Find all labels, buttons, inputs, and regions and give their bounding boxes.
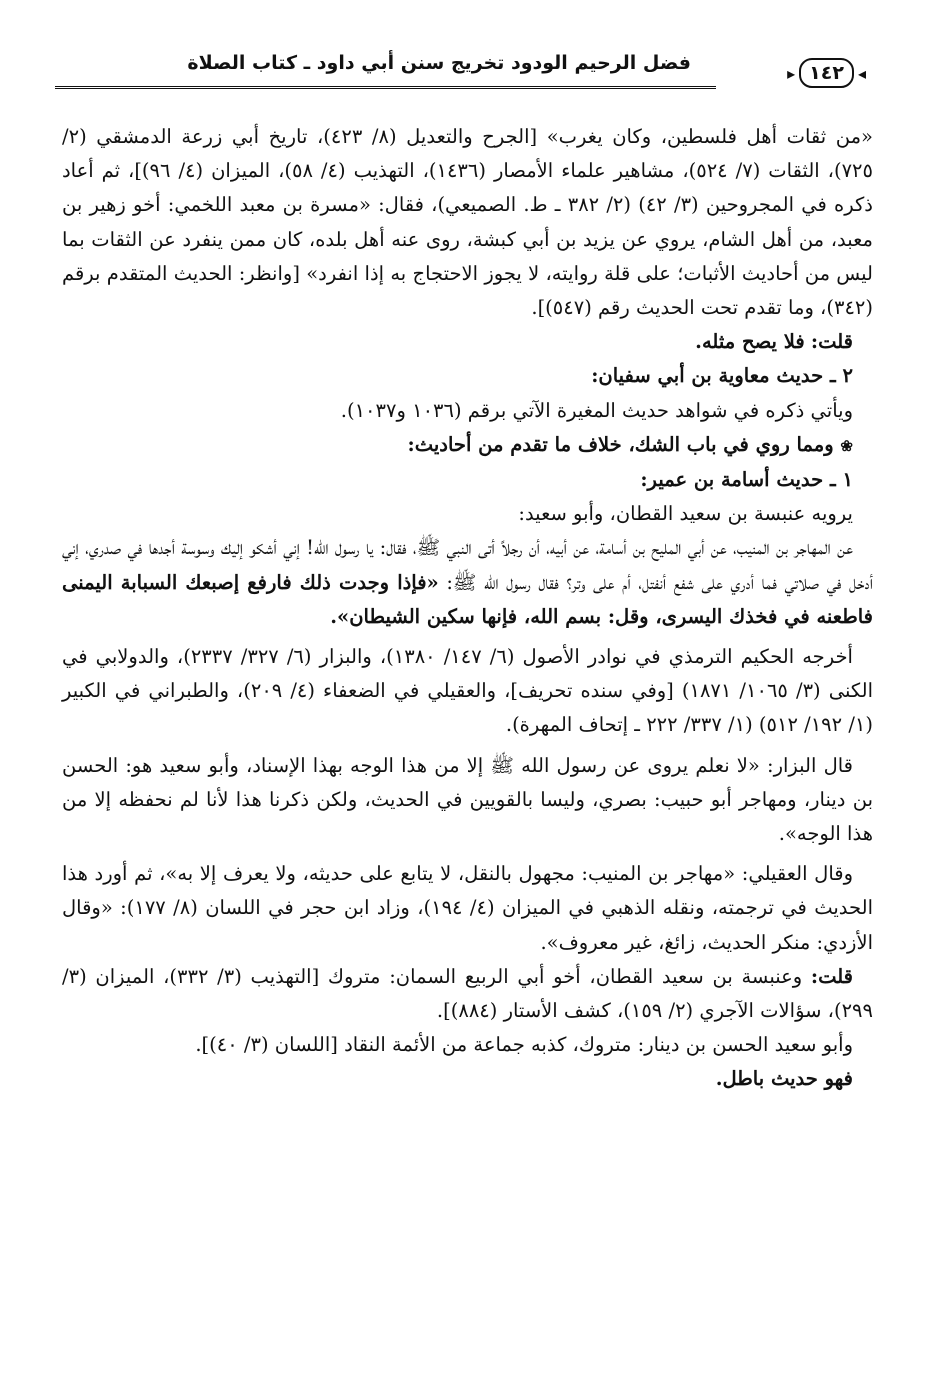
ornament-left-icon: ◂ <box>857 63 866 83</box>
qult-text: وعنبسة بن سعيد القطان، أخو أبي الربيع السمان: متروك [التهذيب (٣/ ٣٣٢)، الميزان (٣/ ٢٩٩)، سؤالات الآجري (٢/ ١٥٩)، كشف الأستار (٨٨٤)]. <box>62 964 873 1023</box>
paragraph-qult-1 <box>62 325 873 359</box>
hadith-matn: «فإذا وجدت ذلك فارفع إصبعك السبابة اليمنى فاطعنه في فخذك اليسرى، وقل: بسم الله، فإنها سكين الشيطان». <box>62 570 873 628</box>
flower-ornament-icon: ❀ <box>840 436 853 455</box>
hadith-narration: عن المهاجر بن المنيب، عن أبي المليح بن أسامة، عن أبيه، أن رجلاً أتى النبي ﷺ، فقال: يا رسول الله! إني أشكو إليك وسوسة أجدها في صدري، إني أدخل في صلاتي فما أدري على شفع أنفتل، أم على وتر؟ فقال رسول الله ﷺ: <box>62 536 873 594</box>
qult-text: فلا يصح مثله. <box>695 330 805 354</box>
paragraph-continuation: «من ثقات أهل فلسطين، وكان يغرب» [الجرح والتعديل (٨/ ٤٢٣)، تاريخ أبي زرعة الدمشقي (٢/ ٧٢٥)، الثقات (٧/ ٥٢٤)، مشاهير علماء الأمصار (١٤٣٦)، التهذيب (٤/ ٥٨)، الميزان (٤/ ٩٦)]، ثم أعاد ذكره في المجروحين (٣/ ٤٢) (٢/ ٣٨٢ ـ ط. الصميعي)، فقال: «مسرة بن معبد اللخمي: أخو زهير بن معبد، من أهل الشام، يروي عن يزيد بن أبي كبشة، روى عنه أهل بلده، كان ممن ينفرد عن الثقات بما ليس من أحاديث الأثبات؛ على قلة روايته، لا يجوز الاحتجاج به إذا انفرد» [وانظر: الحديث المتقدم برقم (٣٤٢)، وما تقدم تحت الحديث رقم (٥٤٧)]. <box>62 125 874 320</box>
paragraph-narrators: يرويه عنبسة بن سعيد القطان، وأبو سعيد: <box>518 502 853 526</box>
running-title: فضل الرحيم الودود تخريج سنن أبي داود ـ كتاب الصلاة <box>187 52 691 74</box>
paragraph-takhrij: أخرجه الحكيم الترمذي في نوادر الأصول (٦/ ١٤٧/ ١٣٨٠)، والبزار (٦/ ٣٢٧/ ٢٣٣٧)، والدولابي في الكنى (٣/ ١٠٦٥/ ١٨٧١) [وفي سنده تحريف]، والعقيلي في الضعفاء (٤/ ٢٠٩)، والطبراني في الكبير (١/ ١٩٢/ ٥١٢) (١/ ٣٣٧/ ٢٢٢ ـ إتحاف المهرة). <box>62 645 873 737</box>
paragraph-bazzar: قال البزار: «لا نعلم يروى عن رسول الله ﷺ إلا من هذا الوجه بهذا الإسناد، وأبو سعيد هو: الحسن بن دينار، ومهاجر أبو حبيب: بصري، وليسا بالقويين في الحديث، ولكن ذكرنا هذا لأنا لم نحفظه إلا من هذا الوجه». <box>62 753 873 846</box>
page-body <box>62 120 873 1097</box>
page-number-badge <box>787 58 866 88</box>
section-heading-shak-text: ومما روي في باب الشك، خلاف ما تقدم من أحاديث: <box>407 432 834 456</box>
page-header <box>55 40 866 98</box>
ornament-right-icon: ▸ <box>787 63 796 83</box>
header-divider <box>55 86 716 89</box>
paragraph-hadith-text <box>62 531 873 634</box>
paragraph-abu-said: وأبو سعيد الحسن بن دينار: متروك، كذبه جماعة من الأئمة النقاد [اللسان (٣/ ٤٠)]. <box>195 1033 853 1057</box>
paragraph-muawiya: ويأتي ذكره في شواهد حديث المغيرة الآتي برقم (١٠٣٦ و١٠٣٧). <box>340 398 853 422</box>
section-heading-shak <box>62 428 873 463</box>
qult-label: قلت: <box>810 330 853 354</box>
section-heading-muawiya: ٢ ـ حديث معاوية بن أبي سفيان: <box>591 364 853 388</box>
paragraph-qult-2 <box>62 960 873 1028</box>
page-number: ١٤٢ <box>799 58 854 88</box>
qult-label: قلت: <box>810 964 853 988</box>
section-heading-usama: ١ ـ حديث أسامة بن عمير: <box>640 468 853 492</box>
paragraph-uqayli: وقال العقيلي: «مهاجر بن المنيب: مجهول بالنقل، لا يتابع على حديثه، ولا يعرف إلا به»، ثم أورد هذا الحديث في ترجمته، ونقله الذهبي في الميزان (٤/ ١٩٤)، وزاد ابن حجر في اللسان (٨/ ١٧٧): «وقال الأزدي: منكر الحديث، زائغ، غير معروف». <box>62 862 873 954</box>
paragraph-verdict: فهو حديث باطل. <box>715 1067 853 1091</box>
